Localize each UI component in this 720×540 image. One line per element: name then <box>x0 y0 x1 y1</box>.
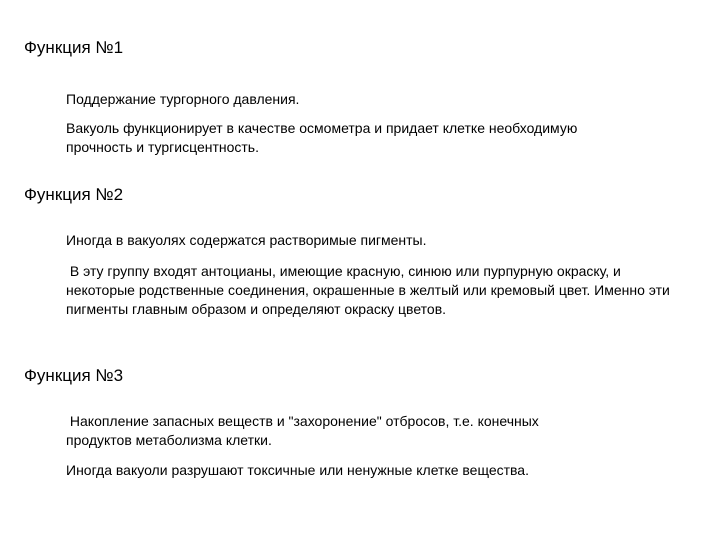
function-3-heading: Функция №3 <box>24 366 124 385</box>
function-1-paragraph-1: Поддержание тургорного давления. <box>66 91 300 107</box>
function-1-heading: Функция №1 <box>24 38 124 57</box>
function-2-paragraph-2: В эту группу входят антоцианы, имеющие красную, синюю или пурпурную окраску, и некоторые родственные соединения, окрашенные в желтый или кремовый цвет. Именно эти пигменты главным образом и определяют окраску цветов. <box>66 263 674 317</box>
function-2-paragraph-1: Иногда в вакуолях содержатся растворимые пигменты. <box>66 232 427 248</box>
function-3-paragraph-2: Иногда вакуоли разрушают токсичные или ненужные клетке вещества. <box>66 462 529 478</box>
function-1-paragraph-2: Вакуоль функционирует в качестве осмометра и придает клетке необходимую прочность и тургисцентность. <box>66 120 578 155</box>
function-2-heading: Функция №2 <box>24 185 124 204</box>
function-3-paragraph-1: Накопление запасных веществ и "захоронение" отбросов, т.е. конечных продуктов метаболизма клетки. <box>66 413 543 448</box>
